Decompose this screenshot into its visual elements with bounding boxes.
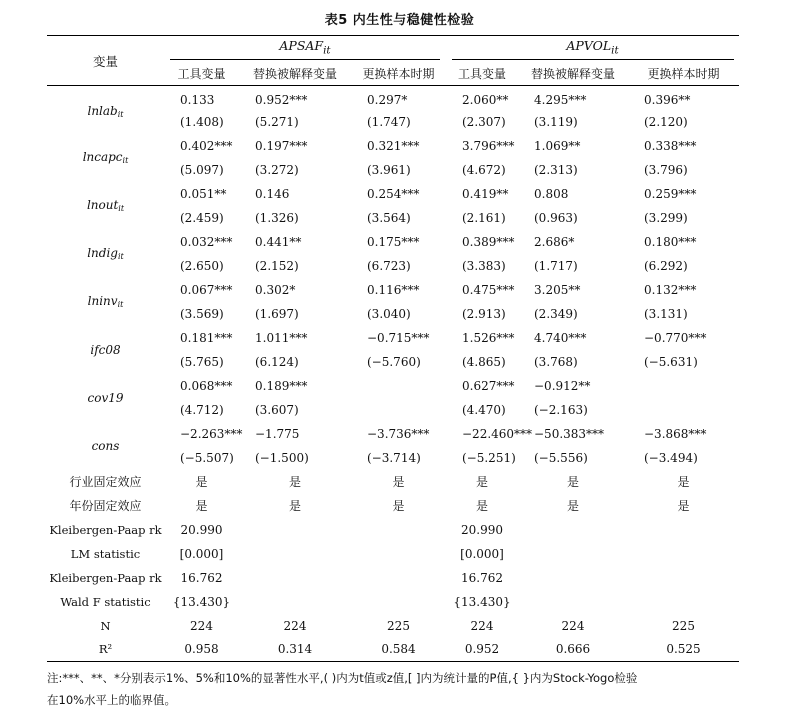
coefficient-cell: 0.441** (255, 234, 302, 249)
variable-label: lncapc (82, 150, 123, 164)
column-header: 更换样本时期 (351, 62, 446, 86)
t-value-cell: (2.120) (644, 114, 688, 129)
t-value-cell: (3.569) (180, 306, 224, 321)
coefficient-cell: 0.338*** (644, 138, 697, 153)
coefficient-cell: 0.259*** (644, 186, 697, 201)
statistic-cell: 224 (470, 618, 494, 633)
coefficient-cell: 2.060** (462, 92, 509, 107)
t-value-cell (628, 398, 739, 422)
variable-name (47, 278, 164, 326)
statistic-cell: [0.000] (460, 546, 504, 561)
variable-name (47, 230, 164, 278)
statistic-cell (628, 542, 739, 566)
table-body (47, 86, 739, 662)
coefficient-cell: −3.736*** (367, 426, 430, 441)
regression-table (47, 35, 739, 662)
variable-subscript: it (117, 300, 124, 309)
t-value-cell: (3.564) (367, 210, 411, 225)
statistic-cell: 225 (387, 618, 410, 633)
coefficient-cell: 0.132*** (644, 282, 697, 297)
fixed-effect-cell: 是 (392, 475, 405, 489)
fixed-effect-cell: 是 (677, 499, 690, 513)
table-header (47, 36, 739, 86)
coefficient-cell: 0.067*** (180, 282, 233, 297)
coefficient-cell: 0.068*** (180, 378, 233, 393)
t-value-cell: (1.747) (367, 114, 411, 129)
t-value-cell: (3.961) (367, 162, 411, 177)
t-value-cell: (−1.500) (255, 450, 309, 465)
t-value-cell: (4.865) (462, 354, 506, 369)
coefficient-cell: 0.175*** (367, 234, 420, 249)
coefficient-row (47, 422, 739, 446)
statistic-row (47, 566, 739, 590)
fixed-effect-row (47, 470, 739, 494)
statistic-cell: 225 (672, 618, 695, 633)
variable-label: lndig (87, 246, 118, 260)
statistic-cell (518, 566, 628, 590)
row-label: Kleibergen-Paap rk (49, 570, 162, 585)
statistic-cell (351, 542, 446, 566)
coefficient-cell: 0.321*** (367, 138, 420, 153)
statistic-cell (239, 542, 351, 566)
group-header-apsaf (164, 36, 446, 62)
t-value-cell: (1.717) (534, 258, 578, 273)
coefficient-row (47, 230, 739, 254)
variable-label: lnlab (87, 104, 118, 119)
coefficient-cell: 0.297* (367, 92, 408, 107)
coefficient-cell: −0.912** (534, 378, 591, 393)
statistic-cell (518, 590, 628, 614)
coefficient-cell: 0.116*** (367, 282, 420, 297)
fixed-effect-cell: 是 (677, 475, 690, 489)
column-header: 替换被解释变量 (518, 62, 628, 86)
statistic-cell (239, 590, 351, 614)
note-line: 注:***、**、*分别表示1%、5%和10%的显著性水平,( )内为t值或z值,[ ]内为统计量的P值,{ }内为Stock-Yogo检验 (47, 671, 638, 685)
variable-label: lninv (87, 294, 118, 308)
column-header: 替换被解释变量 (239, 62, 351, 86)
column-header: 工具变量 (446, 62, 518, 86)
statistic-cell (628, 518, 739, 542)
t-value-cell: (2.152) (255, 258, 299, 273)
fixed-effect-cell: 是 (195, 499, 208, 513)
statistic-cell: 0.666 (518, 638, 628, 662)
coefficient-cell: 0.032*** (180, 234, 233, 249)
variable-label: cov19 (87, 390, 124, 405)
statistic-cell: 0.958 (164, 638, 239, 662)
note-line: 在10%水平上的临界值。 (47, 693, 177, 707)
t-value-cell: (5.097) (180, 162, 224, 177)
statistic-cell (518, 518, 628, 542)
fixed-effect-cell: 是 (566, 499, 579, 513)
variable-subscript: it (117, 110, 124, 120)
coefficient-cell: 0.952*** (255, 92, 308, 107)
t-value-cell (351, 398, 446, 422)
t-value-cell: (3.383) (462, 258, 506, 273)
coefficient-cell: 0.051** (180, 186, 227, 201)
t-value-cell: (4.712) (180, 402, 224, 417)
fixed-effect-row (47, 494, 739, 518)
statistic-cell (239, 518, 351, 542)
coefficient-cell: 4.740*** (534, 330, 587, 345)
variable-name (47, 374, 164, 422)
coefficient-cell (351, 374, 446, 398)
variable-subscript: it (122, 156, 129, 165)
coefficient-cell: −3.868*** (644, 426, 707, 441)
t-value-cell: (1.408) (180, 114, 224, 129)
coefficient-cell: 2.686* (534, 234, 575, 249)
variable-subscript: it (118, 204, 125, 213)
coefficient-cell: −22.460*** (462, 426, 533, 441)
statistic-cell: 16.762 (461, 570, 503, 585)
group-name: APSAF (279, 38, 324, 53)
group-underline (452, 59, 734, 60)
coefficient-cell: 0.475*** (462, 282, 515, 297)
statistic-cell (351, 566, 446, 590)
t-value-cell: (2.349) (534, 306, 578, 321)
statistic-cell: {13.430} (453, 594, 511, 609)
coefficient-cell: 1.526*** (462, 330, 515, 345)
t-value-cell: (3.040) (367, 306, 411, 321)
variable-name (47, 86, 164, 134)
t-value-cell: (3.796) (644, 162, 688, 177)
table-note (47, 667, 747, 711)
group-subscript: it (611, 44, 619, 57)
coefficient-cell: 0.808 (534, 186, 569, 201)
coefficient-cell: 0.419** (462, 186, 509, 201)
t-value-cell: (1.326) (255, 210, 299, 225)
statistic-cell: {13.430} (172, 594, 231, 609)
row-label: Wald F statistic (60, 594, 151, 609)
fixed-effect-cell: 是 (475, 475, 488, 489)
coefficient-row (47, 278, 739, 302)
statistic-row (47, 518, 739, 542)
coefficient-cell: 3.796*** (462, 138, 515, 153)
statistic-cell: 16.762 (180, 570, 223, 585)
group-name: APVOL (566, 38, 612, 53)
statistic-cell: 0.584 (351, 638, 446, 662)
row-label: LM statistic (70, 546, 141, 561)
t-value-cell: (3.131) (644, 306, 688, 321)
statistic-cell: 224 (283, 618, 307, 633)
t-value-cell: (−3.494) (644, 450, 698, 465)
coefficient-cell: 1.069** (534, 138, 581, 153)
t-value-cell: (5.271) (255, 114, 299, 129)
statistic-cell: 224 (561, 618, 585, 633)
t-value-cell: (6.292) (644, 258, 688, 273)
t-value-cell: (−5.760) (367, 354, 421, 369)
coefficient-cell: 0.180*** (644, 234, 697, 249)
statistic-cell (351, 590, 446, 614)
variable-name (47, 326, 164, 374)
coefficient-cell: 0.254*** (367, 186, 420, 201)
t-value-cell: (2.459) (180, 210, 224, 225)
column-header: 更换样本时期 (628, 62, 739, 86)
statistic-cell (628, 590, 739, 614)
coefficient-row (47, 86, 739, 110)
statistic-cell (351, 518, 446, 542)
group-subscript: it (323, 44, 331, 57)
t-value-cell: (6.124) (255, 354, 299, 369)
coefficient-cell: −1.775 (255, 426, 300, 441)
t-value-cell: (6.723) (367, 258, 411, 273)
t-value-cell: (−3.714) (367, 450, 421, 465)
t-value-cell: (2.650) (180, 258, 224, 273)
t-value-cell: (3.768) (534, 354, 578, 369)
t-value-cell: (0.963) (534, 210, 578, 225)
coefficient-cell: 0.189*** (255, 378, 308, 393)
statistic-cell (628, 566, 739, 590)
coefficient-cell (628, 374, 739, 398)
coefficient-cell: 4.295*** (534, 92, 587, 107)
variable-label: lnout (86, 198, 119, 212)
coefficient-cell: 1.011*** (255, 330, 308, 345)
t-value-cell: (−5.507) (180, 450, 234, 465)
coefficient-cell: 0.627*** (462, 378, 515, 393)
group-underline (170, 59, 440, 60)
row-label: 年份固定效应 (69, 499, 142, 513)
t-value-cell: (−5.556) (534, 450, 588, 465)
t-value-cell: (−5.251) (462, 450, 516, 465)
fixed-effect-cell: 是 (195, 475, 208, 489)
fixed-effect-cell: 是 (288, 499, 301, 513)
statistic-cell: 0.525 (628, 638, 739, 662)
statistic-row (47, 638, 739, 662)
variable-label: ifc08 (90, 342, 121, 357)
t-value-cell: (3.272) (255, 162, 299, 177)
statistic-cell (518, 542, 628, 566)
t-value-cell: (−2.163) (534, 402, 588, 417)
t-value-cell: (3.119) (534, 114, 578, 129)
t-value-cell: (5.765) (180, 354, 224, 369)
fixed-effect-cell: 是 (288, 475, 301, 489)
statistic-cell: 20.990 (461, 522, 503, 537)
fixed-effect-cell: 是 (475, 499, 488, 513)
coefficient-row (47, 374, 739, 398)
statistic-cell: 0.952 (446, 638, 518, 662)
fixed-effect-cell: 是 (566, 475, 579, 489)
statistic-cell (239, 566, 351, 590)
variable-name (47, 134, 164, 182)
statistic-cell: 20.990 (180, 522, 223, 537)
coefficient-row (47, 326, 739, 350)
coefficient-cell: 0.396** (644, 92, 691, 107)
t-value-cell: (−5.631) (644, 354, 698, 369)
statistic-cell: 0.314 (239, 638, 351, 662)
coefficient-cell: 0.146 (255, 186, 290, 201)
variable-name (47, 422, 164, 470)
coefficient-row (47, 134, 739, 158)
coefficient-cell: 0.197*** (255, 138, 308, 153)
coefficient-row (47, 182, 739, 206)
table-title: 表5 内生性与稳健性检验 (324, 13, 475, 28)
t-value-cell: (2.313) (534, 162, 578, 177)
variable-subscript: it (118, 252, 124, 261)
variable-name (47, 182, 164, 230)
row-label: R² (47, 638, 164, 662)
coefficient-cell: −0.715*** (367, 330, 430, 345)
coefficient-cell: −0.770*** (644, 330, 707, 345)
row-label: N (100, 618, 111, 633)
t-value-cell: (3.607) (255, 402, 299, 417)
coefficient-cell: 0.302* (255, 282, 296, 297)
variable-column-header: 变量 (47, 36, 164, 86)
row-label: Kleibergen-Paap rk (49, 522, 162, 537)
t-value-cell: (2.307) (462, 114, 506, 129)
coefficient-cell: −2.263*** (180, 426, 243, 441)
variable-label: cons (91, 438, 120, 453)
statistic-row (47, 590, 739, 614)
coefficient-cell: 0.133 (180, 92, 215, 107)
coefficient-cell: 3.205** (534, 282, 581, 297)
statistic-cell: 224 (190, 618, 213, 633)
statistic-cell: [0.000] (179, 546, 224, 561)
row-label: 行业固定效应 (69, 475, 142, 489)
coefficient-cell: −50.383*** (534, 426, 605, 441)
coefficient-cell: 0.389*** (462, 234, 515, 249)
coefficient-cell: 0.402*** (180, 138, 233, 153)
t-value-cell: (2.913) (462, 306, 506, 321)
column-header: 工具变量 (164, 62, 239, 86)
t-value-cell: (4.672) (462, 162, 506, 177)
t-value-cell: (4.470) (462, 402, 506, 417)
t-value-cell: (1.697) (255, 306, 299, 321)
t-value-cell: (2.161) (462, 210, 506, 225)
statistic-row (47, 542, 739, 566)
fixed-effect-cell: 是 (392, 499, 405, 513)
group-header-apvol (446, 36, 739, 62)
t-value-cell: (3.299) (644, 210, 688, 225)
coefficient-cell: 0.181*** (180, 330, 233, 345)
statistic-row (47, 614, 739, 638)
